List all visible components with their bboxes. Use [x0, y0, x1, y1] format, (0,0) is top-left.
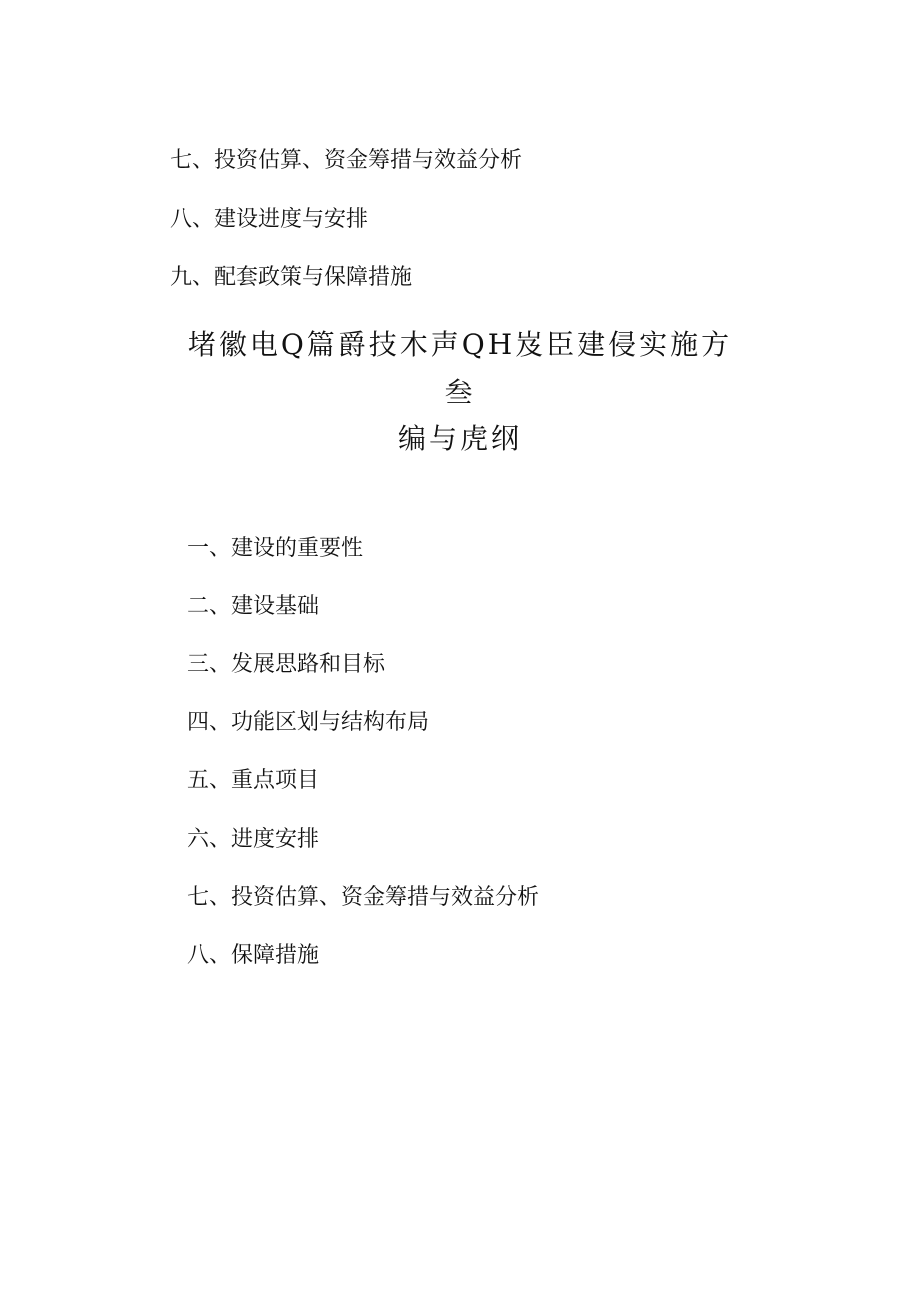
top-list-item: 八、建设进度与安排 [170, 207, 369, 232]
document-title-line-2: 叁 [444, 376, 476, 409]
outline-item: 六、进度安排 [187, 827, 320, 852]
outline-item: 五、重点项目 [187, 768, 320, 793]
outline-item: 四、功能区划与结构布局 [187, 710, 430, 735]
document-title-line-1: 堵徽电Q篇爵技木声QH岌臣建侵实施方 [187, 328, 733, 361]
document-subtitle: 编与虎纲 [397, 422, 522, 455]
outline-item: 一、建设的重要性 [187, 536, 364, 561]
top-list-item: 九、配套政策与保障措施 [170, 265, 413, 290]
outline-item: 七、投资估算、资金筹措与效益分析 [187, 885, 540, 910]
top-list-item: 七、投资估算、资金筹措与效益分析 [170, 148, 523, 173]
outline-item: 二、建设基础 [187, 594, 320, 619]
outline-item: 三、发展思路和目标 [187, 652, 386, 677]
outline-item: 八、保障措施 [187, 943, 320, 968]
